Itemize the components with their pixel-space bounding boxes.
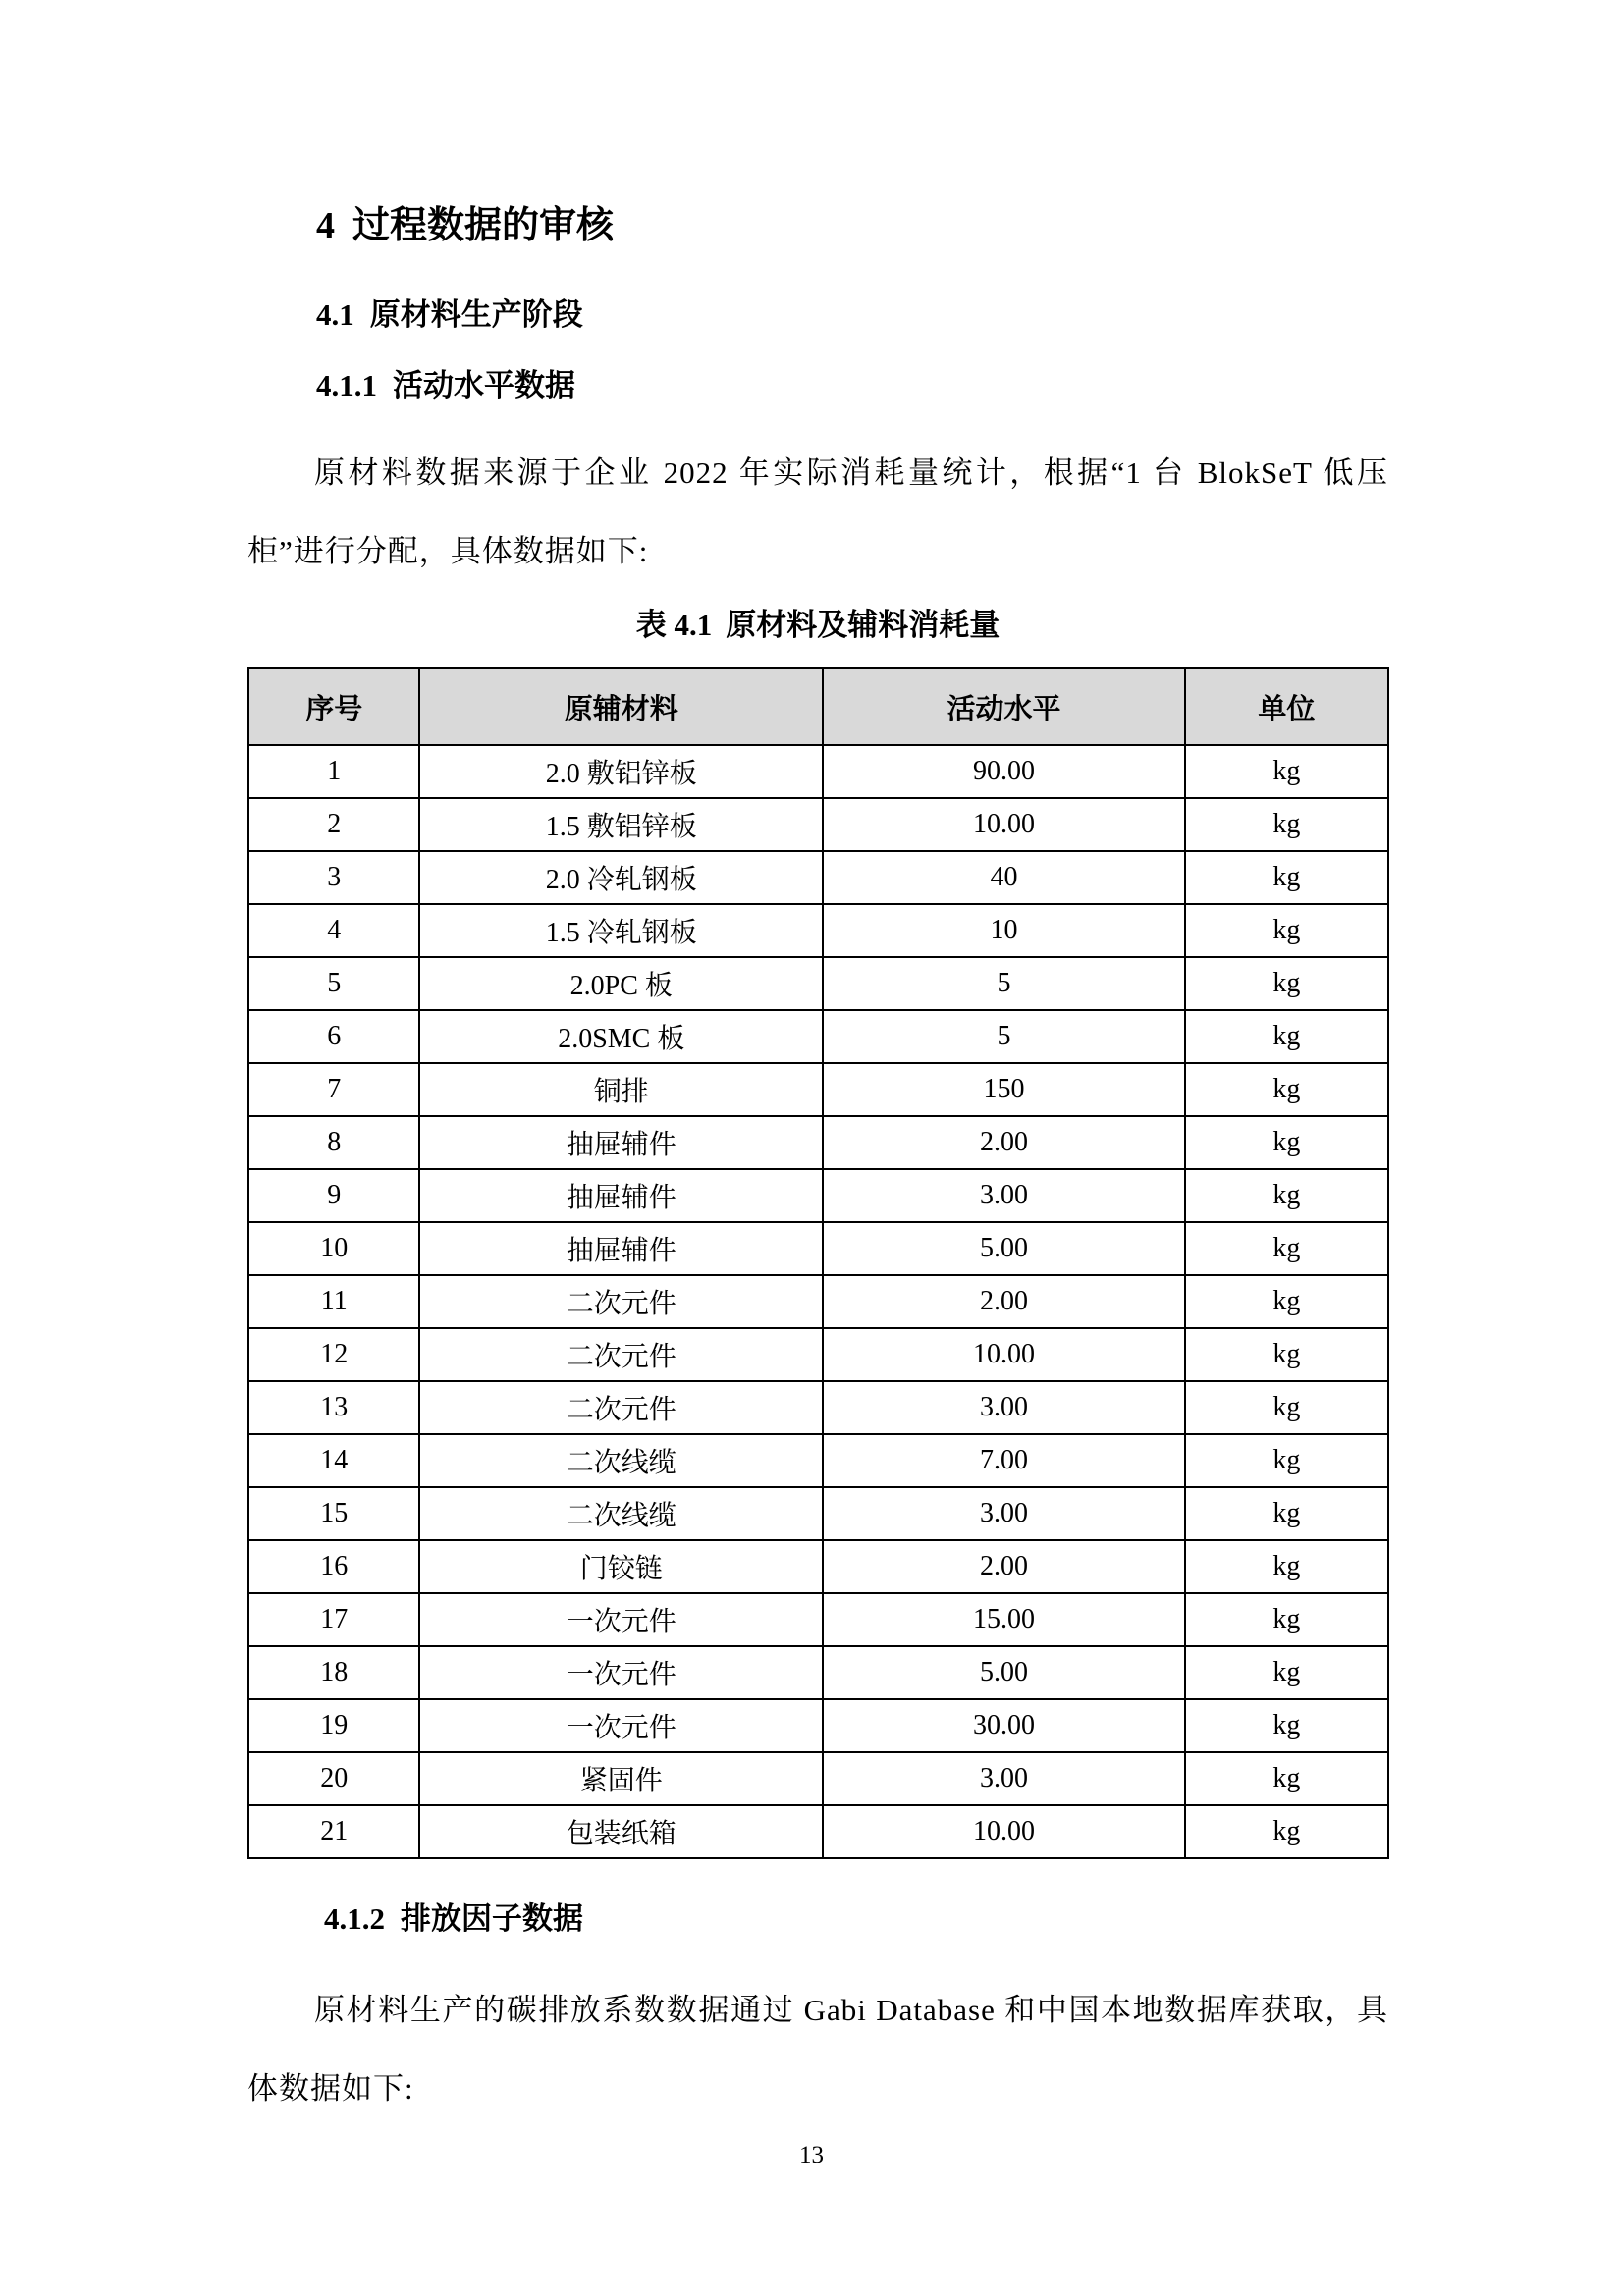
table-row xyxy=(248,1434,1388,1487)
cell-material: 二次元件 xyxy=(419,1328,823,1381)
cell-index: 7 xyxy=(248,1063,419,1116)
subsection-number: 4.1 xyxy=(316,297,354,332)
cell-activity-level: 3.00 xyxy=(823,1169,1185,1222)
header-activity-level: 活动水平 xyxy=(823,668,1185,745)
table-row xyxy=(248,745,1388,798)
cell-index: 14 xyxy=(248,1434,419,1487)
table-row xyxy=(248,1593,1388,1646)
cell-material: 2.0 冷轧钢板 xyxy=(419,851,823,904)
table-row xyxy=(248,1222,1388,1275)
cell-material: 1.5 冷轧钢板 xyxy=(419,904,823,957)
cell-index: 21 xyxy=(248,1805,419,1858)
cell-unit: kg xyxy=(1185,1434,1388,1487)
cell-material: 2.0SMC 板 xyxy=(419,1010,823,1063)
cell-activity-level: 10.00 xyxy=(823,1805,1185,1858)
table-row xyxy=(248,1805,1388,1858)
cell-material: 一次元件 xyxy=(419,1646,823,1699)
cell-index: 9 xyxy=(248,1169,419,1222)
section-number: 4 xyxy=(316,205,335,246)
cell-index: 17 xyxy=(248,1593,419,1646)
page-number: 13 xyxy=(799,2142,824,2168)
table-row xyxy=(248,798,1388,851)
table-row xyxy=(248,1381,1388,1434)
cell-material: 2.0 敷铝锌板 xyxy=(419,745,823,798)
cell-activity-level: 2.00 xyxy=(823,1540,1185,1593)
table-caption xyxy=(247,601,1388,650)
table-caption-number: 表 4.1 xyxy=(635,608,713,642)
cell-unit: kg xyxy=(1185,957,1388,1010)
subsubsection-title-1: 活动水平数据 xyxy=(393,368,575,402)
table-header-row xyxy=(248,668,1388,745)
subsubsection-title-2: 排放因子数据 xyxy=(401,1901,583,1936)
cell-unit: kg xyxy=(1185,904,1388,957)
cell-activity-level: 40 xyxy=(823,851,1185,904)
cell-unit: kg xyxy=(1185,1169,1388,1222)
table-row xyxy=(248,1646,1388,1699)
cell-material: 一次元件 xyxy=(419,1593,823,1646)
materials-table xyxy=(247,667,1389,1859)
table-row xyxy=(248,1752,1388,1805)
table-row xyxy=(248,1010,1388,1063)
table-row xyxy=(248,1328,1388,1381)
cell-unit: kg xyxy=(1185,1116,1388,1169)
cell-index: 4 xyxy=(248,904,419,957)
table-row xyxy=(248,851,1388,904)
cell-unit: kg xyxy=(1185,1275,1388,1328)
paragraph-emission-factors: 原材料生产的碳排放系数数据通过 Gabi Database 和中国本地数据库获取，具体数据如下: xyxy=(247,1993,1388,2106)
cell-activity-level: 10 xyxy=(823,904,1185,957)
subsubsection-heading-1 xyxy=(316,361,575,410)
cell-activity-level: 10.00 xyxy=(823,1328,1185,1381)
table-row xyxy=(248,1063,1388,1116)
cell-index: 1 xyxy=(248,745,419,798)
cell-material: 二次线缆 xyxy=(419,1487,823,1540)
cell-activity-level: 3.00 xyxy=(823,1487,1185,1540)
cell-unit: kg xyxy=(1185,1540,1388,1593)
cell-index: 6 xyxy=(248,1010,419,1063)
cell-activity-level: 10.00 xyxy=(823,798,1185,851)
cell-activity-level: 15.00 xyxy=(823,1593,1185,1646)
cell-index: 11 xyxy=(248,1275,419,1328)
cell-index: 15 xyxy=(248,1487,419,1540)
cell-unit: kg xyxy=(1185,1222,1388,1275)
table-row xyxy=(248,1540,1388,1593)
cell-material: 一次元件 xyxy=(419,1699,823,1752)
cell-activity-level: 3.00 xyxy=(823,1381,1185,1434)
header-unit: 单位 xyxy=(1185,668,1388,745)
cell-material: 抽屉辅件 xyxy=(419,1222,823,1275)
cell-material: 包装纸箱 xyxy=(419,1805,823,1858)
cell-index: 18 xyxy=(248,1646,419,1699)
table-body xyxy=(248,745,1388,1858)
cell-index: 16 xyxy=(248,1540,419,1593)
cell-material: 抽屉辅件 xyxy=(419,1169,823,1222)
table-row xyxy=(248,1169,1388,1222)
cell-activity-level: 5 xyxy=(823,1010,1185,1063)
cell-material: 铜排 xyxy=(419,1063,823,1116)
cell-activity-level: 2.00 xyxy=(823,1275,1185,1328)
cell-index: 2 xyxy=(248,798,419,851)
cell-index: 13 xyxy=(248,1381,419,1434)
cell-unit: kg xyxy=(1185,1593,1388,1646)
subsubsection-number-2: 4.1.2 xyxy=(324,1901,385,1936)
table-row xyxy=(248,1699,1388,1752)
cell-material: 二次元件 xyxy=(419,1275,823,1328)
cell-index: 20 xyxy=(248,1752,419,1805)
table-row xyxy=(248,957,1388,1010)
cell-activity-level: 2.00 xyxy=(823,1116,1185,1169)
table-caption-title: 原材料及辅料消耗量 xyxy=(726,608,1001,642)
cell-material: 2.0PC 板 xyxy=(419,957,823,1010)
cell-activity-level: 90.00 xyxy=(823,745,1185,798)
subsubsection-heading-2 xyxy=(324,1895,583,1944)
table-row xyxy=(248,904,1388,957)
subsection-heading xyxy=(316,291,583,340)
table-row xyxy=(248,1116,1388,1169)
section-title: 过程数据的审核 xyxy=(352,205,615,246)
cell-unit: kg xyxy=(1185,1752,1388,1805)
cell-index: 8 xyxy=(248,1116,419,1169)
cell-activity-level: 5.00 xyxy=(823,1646,1185,1699)
cell-unit: kg xyxy=(1185,1487,1388,1540)
cell-activity-level: 7.00 xyxy=(823,1434,1185,1487)
cell-unit: kg xyxy=(1185,1063,1388,1116)
cell-activity-level: 150 xyxy=(823,1063,1185,1116)
cell-index: 5 xyxy=(248,957,419,1010)
cell-index: 10 xyxy=(248,1222,419,1275)
cell-unit: kg xyxy=(1185,1381,1388,1434)
cell-material: 1.5 敷铝锌板 xyxy=(419,798,823,851)
cell-material: 二次线缆 xyxy=(419,1434,823,1487)
cell-unit: kg xyxy=(1185,1699,1388,1752)
cell-activity-level: 5 xyxy=(823,957,1185,1010)
cell-unit: kg xyxy=(1185,1805,1388,1858)
cell-unit: kg xyxy=(1185,1328,1388,1381)
subsection-title: 原材料生产阶段 xyxy=(369,297,583,332)
cell-index: 3 xyxy=(248,851,419,904)
header-index: 序号 xyxy=(248,668,419,745)
subsubsection-number-1: 4.1.1 xyxy=(316,368,377,402)
cell-material: 二次元件 xyxy=(419,1381,823,1434)
cell-activity-level: 3.00 xyxy=(823,1752,1185,1805)
cell-material: 门铰链 xyxy=(419,1540,823,1593)
table-row xyxy=(248,1487,1388,1540)
cell-activity-level: 5.00 xyxy=(823,1222,1185,1275)
cell-unit: kg xyxy=(1185,1646,1388,1699)
cell-material: 紧固件 xyxy=(419,1752,823,1805)
cell-unit: kg xyxy=(1185,745,1388,798)
cell-activity-level: 30.00 xyxy=(823,1699,1185,1752)
cell-index: 12 xyxy=(248,1328,419,1381)
table-row xyxy=(248,1275,1388,1328)
cell-material: 抽屉辅件 xyxy=(419,1116,823,1169)
paragraph-activity-data: 原材料数据来源于企业 2022 年实际消耗量统计，根据“1 台 BlokSeT 低压柜”进行分配，具体数据如下: xyxy=(247,455,1388,568)
cell-unit: kg xyxy=(1185,1010,1388,1063)
section-heading xyxy=(316,196,614,255)
cell-unit: kg xyxy=(1185,798,1388,851)
header-material: 原辅材料 xyxy=(419,668,823,745)
cell-index: 19 xyxy=(248,1699,419,1752)
cell-unit: kg xyxy=(1185,851,1388,904)
